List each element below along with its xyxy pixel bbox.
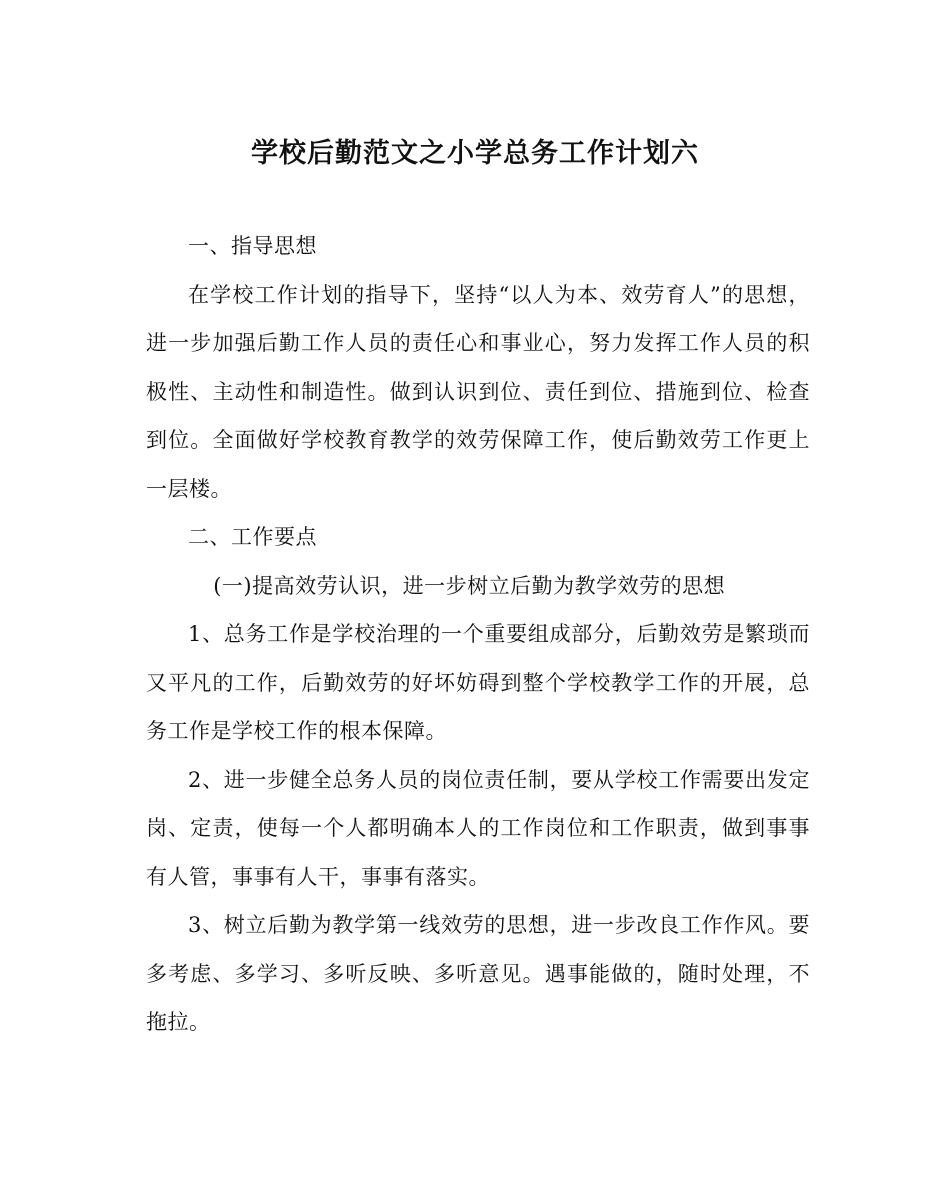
paragraph-point-3: 3、树立后勤为教学第一线效劳的思想，进一步改良工作作风。要多考虑、多学习、多听反映、多听意见。遇事能做的，随时处理，不拖拉。 [146,913,810,1034]
paragraph-point-2: 2、进一步健全总务人员的岗位责任制，要从学校工作需要出发定岗、定责，使每一个人都明确本人的工作岗位和工作职责，做到事事有人管，事事有人干，事事有落实。 [146,767,810,889]
paragraph-point-1: 1、总务工作是学校治理的一个重要组成部分，后勤效劳是繁琐而又平凡的工作，后勤效劳的好坏妨碍到整个学校教学工作的开展，总务工作是学校工作的根本保障。 [146,622,810,743]
section-heading-work-points: 二、工作要点 [188,525,317,549]
document-body [146,222,810,1047]
section-heading-guiding-thought: 一、指导思想 [188,234,317,258]
paragraph-guiding-thought: 在学校工作计划的指导下，坚持“以人为本、效劳育人”的思想，进一步加强后勤工作人员的责任心和事业心，努力发挥工作人员的积极性、主动性和制造性。做到认识到位、责任到位、措施到位、检查到位。全面做好学校教育教学的效劳保障工作，使后勤效劳工作更上一层楼。 [146,282,810,501]
subsection-heading-service-awareness: (一)提高效劳认识，进一步树立后勤为教学效劳的思想 [213,573,726,598]
document-title: 学校后勤范文之小学总务工作计划六 [251,138,699,169]
